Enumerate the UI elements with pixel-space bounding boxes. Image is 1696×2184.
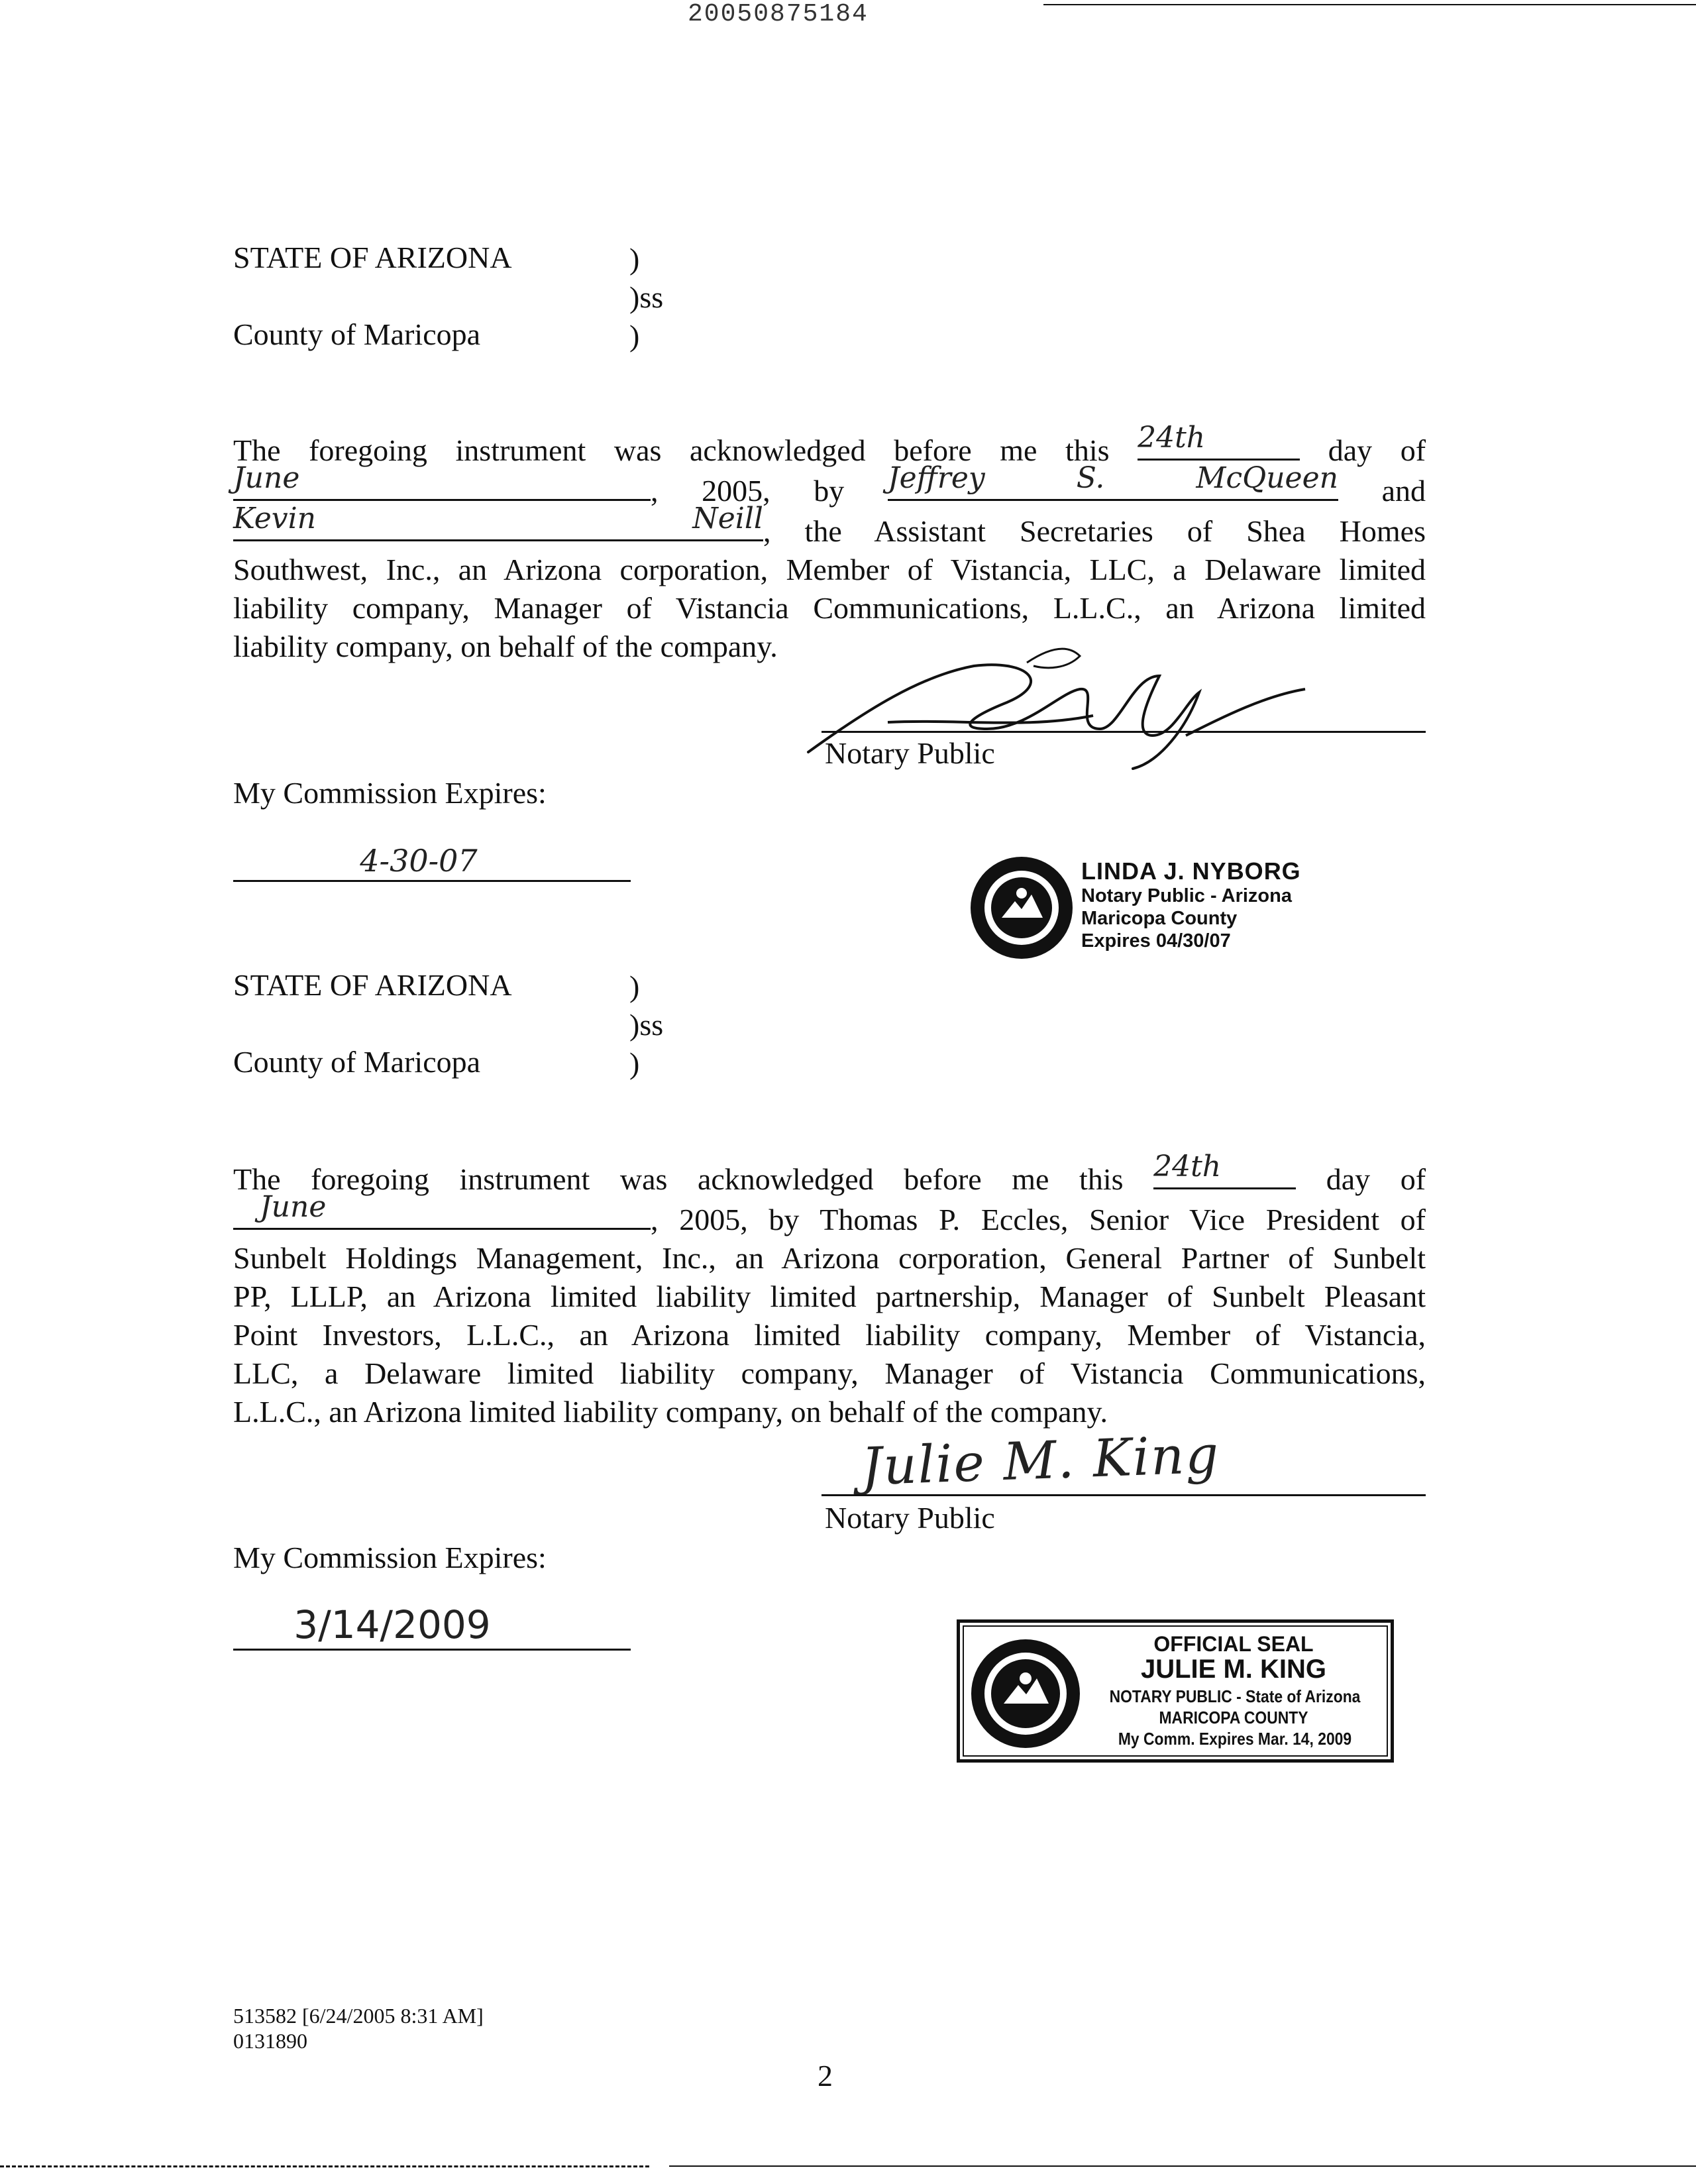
document-number: 20050875184 [688, 0, 869, 28]
month-blank [233, 1190, 651, 1230]
day-of-text: day of [1326, 1162, 1426, 1196]
ack-line: liability company, Manager of Vistancia Communications, L.L.C., an Arizona limited [233, 591, 1426, 625]
seal-county: MARICOPA COUNTY [1159, 1708, 1308, 1727]
month-blank [233, 461, 651, 501]
notary-public-label: Notary Public [825, 1501, 995, 1535]
seal-heading: OFFICIAL SEAL [1153, 1632, 1314, 1656]
notary-signature-line [822, 1494, 1426, 1496]
day-handwritten: 24th [1153, 1150, 1222, 1183]
bottom-scan-rule [669, 2165, 1696, 2167]
venue-ss: )ss [629, 280, 664, 314]
ack-line: liability company, on behalf of the company. [233, 629, 778, 663]
venue-paren: ) [629, 242, 640, 276]
venue-state: STATE OF ARIZONA [233, 241, 512, 274]
venue-ss: )ss [629, 1008, 664, 1042]
month-handwritten: June [260, 1190, 327, 1224]
ack-lead-text: The foregoing instrument was acknowledged before me this [233, 1162, 1124, 1196]
signer-handwritten: Jeffrey S. McQueen [887, 461, 1338, 495]
seal-title: NOTARY PUBLIC - State of Arizona [1109, 1686, 1361, 1706]
commission-expires-label: My Commission Expires: [233, 776, 547, 810]
capacity-text: , the Assistant Secretaries of Shea Homes [763, 514, 1426, 548]
day-of-text: day of [1328, 433, 1426, 467]
notary-signature-line [822, 731, 1426, 733]
venue-paren: ) [629, 1046, 640, 1080]
ack-line: LLC, a Delaware limited liability company, Manager of Vistancia Communications, [233, 1356, 1426, 1390]
seal-title: Notary Public - Arizona [1081, 885, 1292, 906]
commission-date-field [233, 840, 631, 882]
ack-line: Southwest, Inc., an Arizona corporation, Member of Vistancia, LLC, a Delaware limited [233, 553, 1426, 586]
notary-seal-linda-nyborg [969, 855, 1313, 974]
seal-expiry: My Comm. Expires Mar. 14, 2009 [1118, 1729, 1352, 1749]
commission-date-handwritten: 4-30-07 [360, 843, 478, 879]
signer-handwritten: Kevin Neill [233, 502, 763, 535]
venue-state: STATE OF ARIZONA [233, 968, 512, 1002]
signer-blank [233, 502, 763, 541]
venue-county: County of Maricopa [233, 1045, 481, 1079]
page-number: 2 [818, 2059, 833, 2093]
venue-paren: ) [629, 969, 640, 1003]
arizona-seal-emblem [969, 855, 1075, 961]
arizona-seal-emblem [969, 1637, 1082, 1750]
seal-expiry: Expires 04/30/07 [1081, 930, 1231, 952]
day-blank [1138, 421, 1300, 461]
document-reference-number: 0131890 [233, 2029, 307, 2053]
commission-date-handwritten: 3/14/2009 [293, 1602, 491, 1647]
day-handwritten: 24th [1138, 421, 1206, 455]
acknowledgment-paragraph-2 [233, 1150, 1426, 1431]
seal-county: Maricopa County [1081, 908, 1238, 929]
ack-line: L.L.C., an Arizona limited liability company, on behalf of the company. [233, 1395, 1108, 1429]
year-by-text: , 2005, by [651, 474, 845, 508]
month-handwritten: June [233, 461, 300, 495]
venue-county: County of Maricopa [233, 317, 481, 351]
ack-line: Point Investors, L.L.C., an Arizona limited liability company, Member of Vistancia, [233, 1318, 1426, 1352]
notary-public-label: Notary Public [825, 736, 995, 770]
ack-line: Sunbelt Holdings Management, Inc., an Arizona corporation, General Partner of Sunbelt [233, 1241, 1426, 1275]
top-right-rule [1043, 4, 1696, 5]
document-reference: 513582 [6/24/2005 8:31 AM] [233, 2004, 484, 2028]
bottom-scan-rule [0, 2165, 649, 2167]
signer-blank [887, 461, 1338, 501]
ack-line: PP, LLLP, an Arizona limited liability limited partnership, Manager of Sunbelt Pleasant [233, 1280, 1426, 1313]
ack-line2-tail: , 2005, by Thomas P. Eccles, Senior Vice President of [651, 1203, 1426, 1236]
ack-lead-text: The foregoing instrument was acknowledged before me this [233, 433, 1110, 467]
and-text: and [1381, 474, 1426, 508]
notary-signature-julie-king: Julie M. King [860, 1425, 1221, 1498]
official-seal-julie-king [957, 1619, 1394, 1763]
seal-name: JULIE M. KING [1140, 1655, 1327, 1684]
commission-date-field [233, 1598, 631, 1651]
seal-name: LINDA J. NYBORG [1081, 857, 1301, 885]
day-blank [1153, 1150, 1296, 1189]
commission-expires-label: My Commission Expires: [233, 1541, 547, 1574]
venue-paren: ) [629, 319, 640, 353]
